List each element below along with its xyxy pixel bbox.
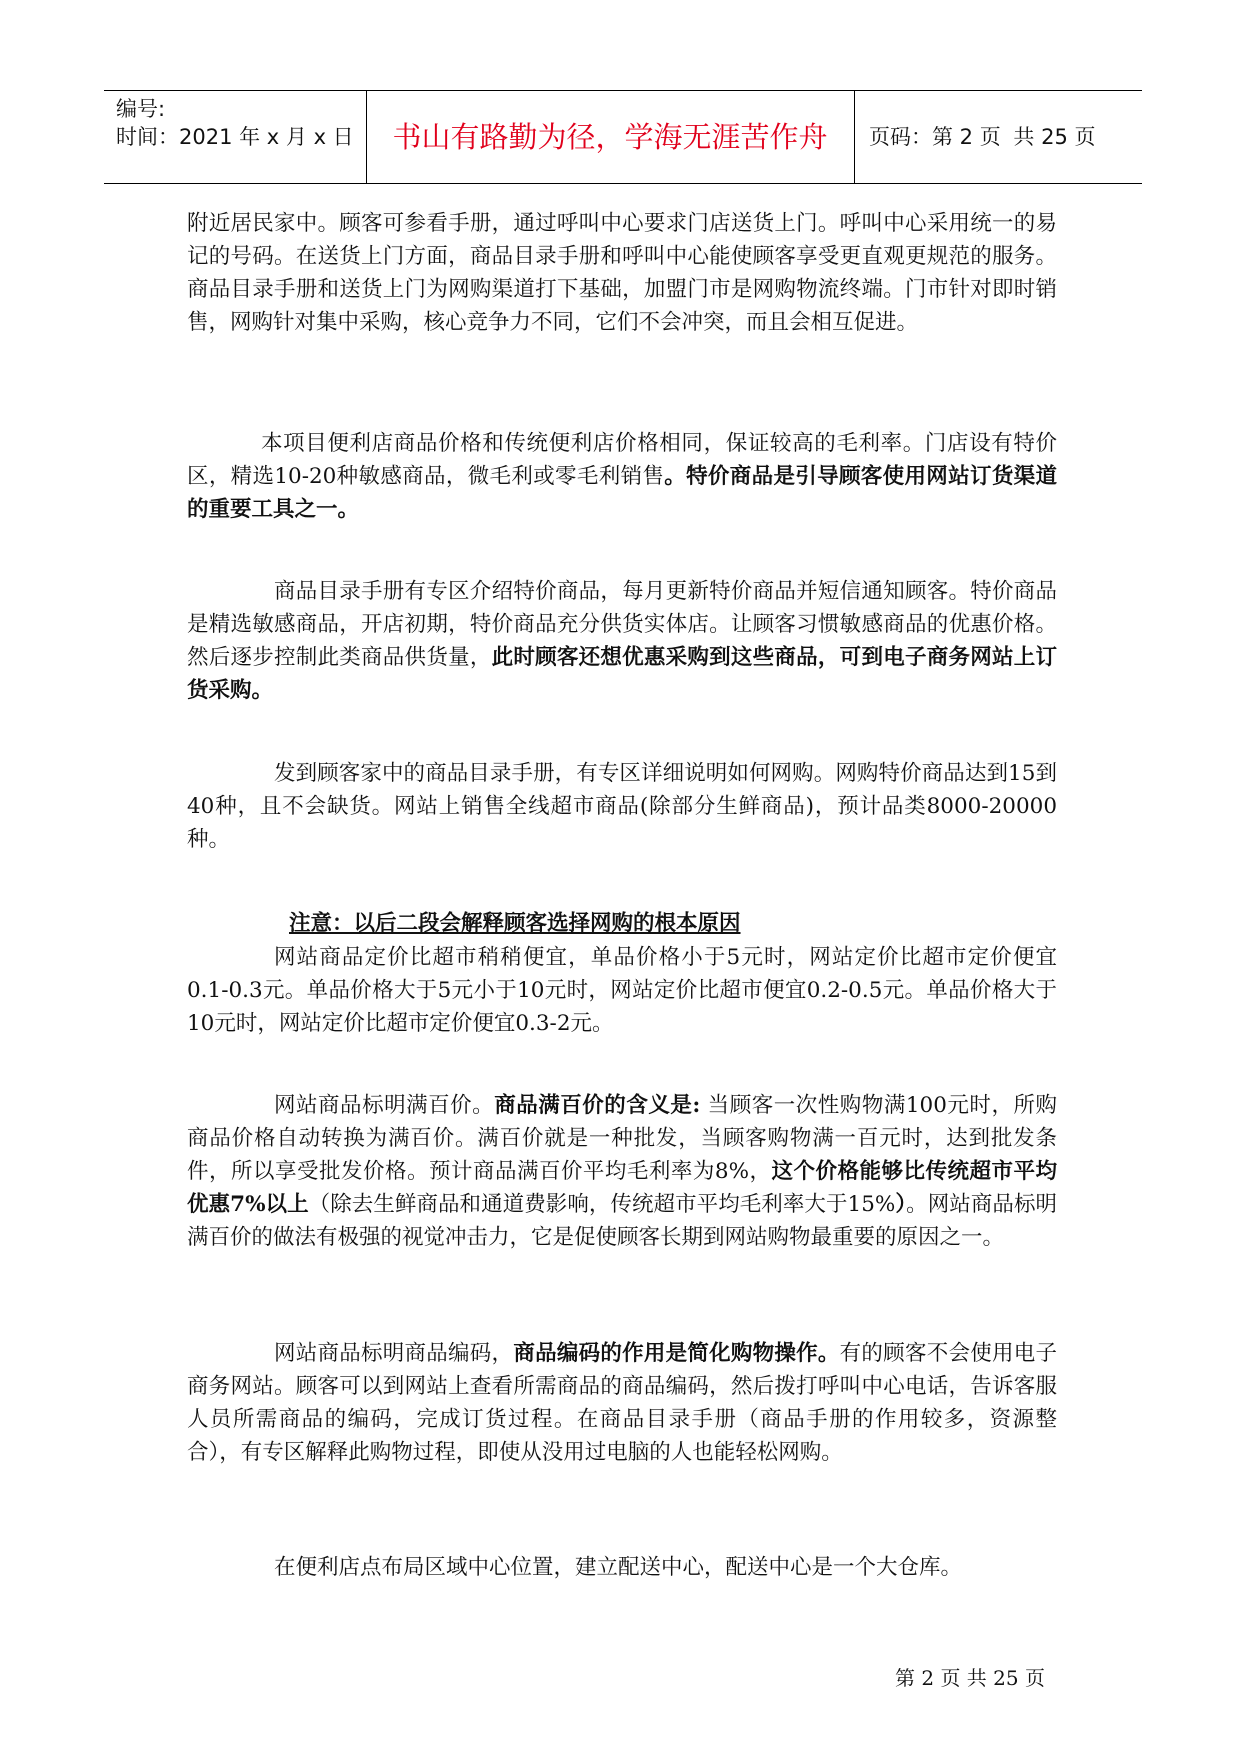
paragraph-7-text [187, 1337, 1057, 1469]
paragraph-2-bold: 。特价商品是引导顾客使用网站订货渠道的重要工具之一。 [187, 464, 1057, 522]
paragraph-7-part-b: 商品编码的作用是简化购物操作。 [513, 1341, 840, 1366]
header-page-total: 共 25 页 [1013, 125, 1096, 149]
paragraph-6-part-d: 这个价格能够比传统超市平均优惠7%以上 [187, 1159, 1057, 1217]
document-time-label: 时间：2021 年 x 月 x 日 [116, 125, 354, 149]
paragraph-6-part-b: 商品满百价的含义是: [494, 1093, 701, 1118]
paragraph-4-text: 发到顾客家中的商品目录手册，有专区详细说明如何网购。网购特价商品达到15到40种，且不会缺货。网站上销售全线超市商品(除部分生鲜商品)，预计品类8000-20000种。 [187, 761, 1057, 852]
paragraph-1-text: 附近居民家中。顾客可参看手册，通过呼叫中心要求门店送货上门。呼叫中心采用统一的易记的号码。在送货上门方面，商品目录手册和呼叫中心能使顾客享受更直观更规范的服务。商品目录手册和送货上门为网购渠道打下基础，加盟门市是网购物流终端。门市针对即时销售，网购针对集中采购，核心竞争力不同，它们不会冲突，而且会相互促进。 [187, 211, 1057, 335]
page-header [104, 90, 1142, 184]
paragraph-6-part-e: （除去生鲜商品和通道费影响，传统超市平均毛利率大于15% [308, 1192, 896, 1217]
paragraph-4 [187, 757, 1057, 856]
paragraph-1 [187, 207, 1057, 339]
paragraph-6-part-g: 。网站商品标明满百价的做法有极强的视觉冲击力，它是促使顾客长期到网站购物最重要的原因之一。 [187, 1192, 1057, 1250]
paragraph-7 [187, 1337, 1057, 1469]
header-page-cell [855, 91, 1142, 183]
paragraph-6-part-f: ） [895, 1192, 907, 1217]
header-page-number: 页码：第 2 页 [869, 125, 1001, 149]
paragraph-5 [187, 941, 1057, 1040]
note-heading: 注意：以后二段会解释顾客选择网购的根本原因 [289, 911, 741, 936]
paragraph-3-text [187, 575, 1057, 707]
header-motto: 书山有路勤为径，学海无涯苦作舟 [366, 91, 855, 183]
paragraph-2 [187, 427, 1057, 526]
page-footer: 第 2 页 共 25 页 [895, 1666, 1045, 1690]
paragraph-6 [187, 1089, 1057, 1254]
paragraph-3-normal: 商品目录手册有专区介绍特价商品，每月更新特价商品并短信通知顾客。特价商品是精选敏感商品，开店初期，特价商品充分供货实体店。让顾客习惯敏感商品的优惠价格。然后逐步控制此类商品供货量， [187, 579, 1057, 670]
paragraph-6-part-a: 网站商品标明满百价。 [274, 1093, 495, 1118]
paragraph-2-normal: 本项目便利店商品价格和传统便利店价格相同，保证较高的毛利率。门店设有特价区，精选10-20种敏感商品，微毛利或零毛利销售 [187, 431, 1057, 489]
paragraph-7-part-c: 有的顾客不会使用电子商务网站。顾客可以到网站上查看所需商品的商品编码，然后拨打呼叫中心电话，告诉客服人员所需商品的编码，完成订货过程。在商品目录手册（商品手册的作用较多，资源整合），有专区解释此购物过程，即使从没用过电脑的人也能轻松网购。 [187, 1341, 1057, 1465]
paragraph-2-text [187, 427, 1057, 526]
paragraph-6-part-c: 当顾客一次性购物满100元时，所购商品价格自动转换为满百价。满百价就是一种批发，当顾客购物满一百元时，达到批发条件，所以享受批发价格。预计商品满百价平均毛利率为8%， [187, 1093, 1057, 1184]
paragraph-8 [187, 1551, 1057, 1584]
header-meta-cell [104, 91, 367, 183]
paragraph-7-part-a: 网站商品标明商品编码， [274, 1341, 514, 1366]
paragraph-3-bold: 此时顾客还想优惠采购到这些商品，可到电子商务网站上订货采购。 [187, 645, 1057, 703]
document-number-label: 编号: [116, 97, 166, 121]
paragraph-8-text: 在便利店点布局区域中心位置，建立配送中心，配送中心是一个大仓库。 [274, 1555, 963, 1580]
paragraph-3 [187, 575, 1057, 707]
paragraph-5-text: 网站商品定价比超市稍稍便宜，单品价格小于5元时，网站定价比超市定价便宜0.1-0.3元。单品价格大于5元小于10元时，网站定价比超市便宜0.2-0.5元。单品价格大于10元时，网站定价比超市定价便宜0.3-2元。 [187, 945, 1057, 1036]
paragraph-6-text [187, 1089, 1057, 1254]
